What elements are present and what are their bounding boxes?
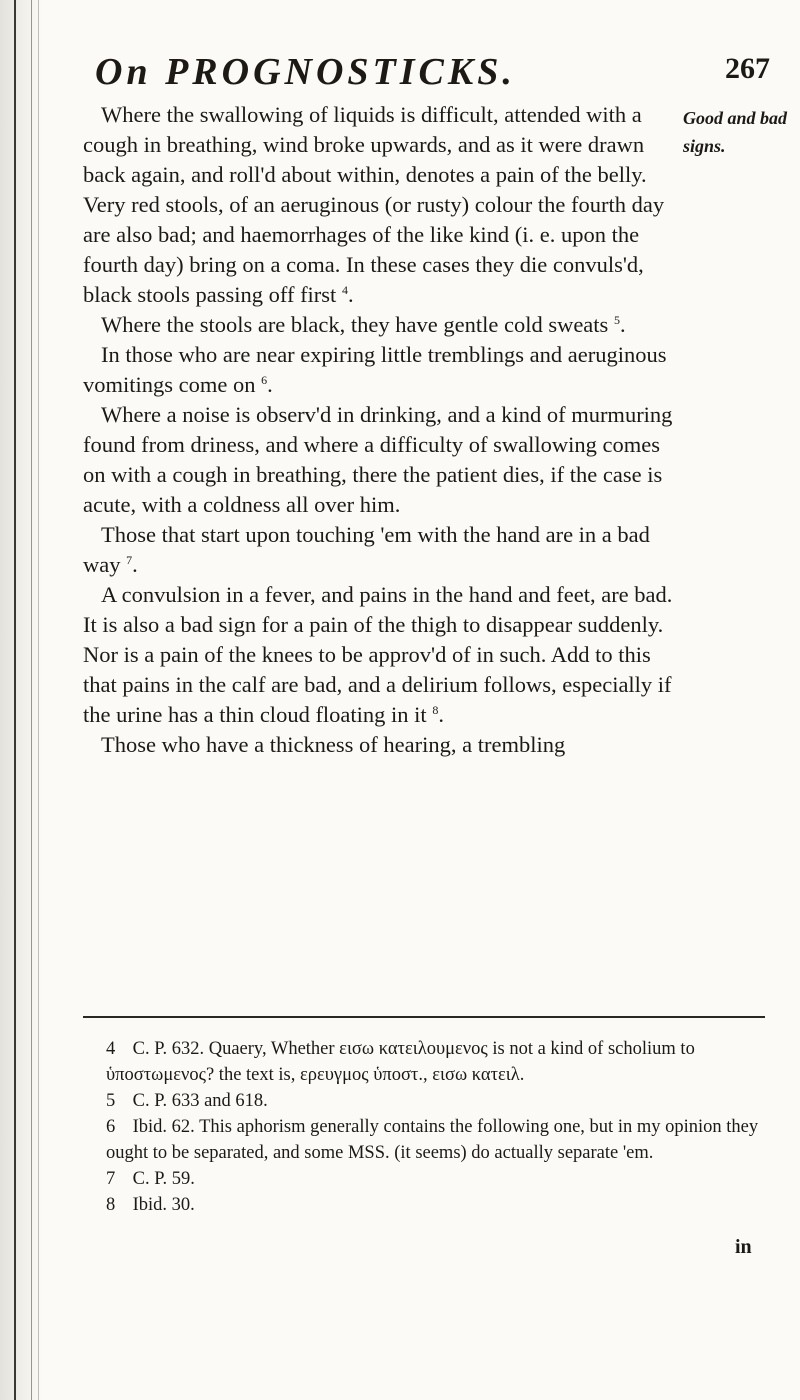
footnote: 5 C. P. 633 and 618. (106, 1088, 770, 1114)
catchword: in (735, 1236, 752, 1258)
paragraph: Those that start upon touching 'em with the hand are in a bad way $^7$. (83, 522, 650, 577)
gutter-line (38, 0, 39, 1400)
footnote-ref: 5 (613, 313, 620, 327)
paragraph: Those who have a thickness of hearing, a trembling (101, 732, 566, 757)
paragraph: Where the stools are black, they have gentle cold sweats $^5$. (101, 312, 626, 337)
footnote: 4 C. P. 632. Quaery, Whether εισω κατειλουμενος is not a kind of scholium to ὑποστωμενος? the text is, ερευγμος ὑποστ., εισω κατειλ. (106, 1036, 770, 1088)
page-header (95, 50, 770, 94)
footnotes (106, 1036, 770, 1218)
paragraph: Where the swallowing of liquids is difficult, attended with a cough in breathing, wind broke upwards, and as it were drawn back again, and roll'd about within, denotes a pain of the belly. Very red stools, of an aeruginous (or rusty) colour the fourth day are also bad; and haemorrhages of the like kind (i. e. upon the fourth day) bring on a coma. In these cases they die convuls'd, black stools passing off first $^4$. (83, 102, 665, 307)
footnote: 7 C. P. 59. (106, 1166, 770, 1192)
page-number: 267 (725, 52, 770, 85)
binding-gutter (0, 0, 42, 1400)
margin-note: Good and bad signs. (683, 108, 788, 156)
footnote: 8 Ibid. 30. (106, 1192, 770, 1218)
footnote-ref: 7 (126, 553, 133, 567)
gutter-line (31, 0, 32, 1400)
footnote-label: 8 (106, 1195, 116, 1215)
footnote-label: 4 (106, 1039, 116, 1059)
footnote-ref: 6 (261, 373, 268, 387)
footnote-label: 6 (106, 1117, 116, 1137)
footnote-rule (83, 1016, 765, 1018)
footnote-ref: 4 (341, 283, 348, 297)
paragraph: In those who are near expiring little tremblings and aeruginous vomitings come on $^6$. (83, 342, 667, 397)
paragraph: Where a noise is observ'd in drinking, and a kind of murmuring found from driness, and where a difficulty of swallowing comes on with a cough in breathing, there the patient dies, if the case is acute, with a coldness all over him. (83, 402, 673, 517)
footnote-label: 7 (106, 1169, 116, 1189)
paragraph: A convulsion in a fever, and pains in the hand and feet, are bad. It is also a bad sign for a pain of the thigh to disappear suddenly. Nor is a pain of the knees to be approv'd of in such. Add to this that pains in the calf are bad, and a delirium follows, especially if the urine has a thin cloud floating in it $^8$. (83, 582, 673, 727)
gutter-line (14, 0, 16, 1400)
running-title: On PROGNOSTICKS. (95, 51, 516, 93)
footnote-label: 5 (106, 1091, 116, 1111)
main-text (83, 100, 673, 760)
footnote: 6 Ibid. 62. This aphorism generally contains the following one, but in my opinion they ought to be separated, and some MSS. (it seems) do actually separate 'em. (106, 1114, 770, 1166)
footnote-ref: 8 (432, 703, 439, 717)
